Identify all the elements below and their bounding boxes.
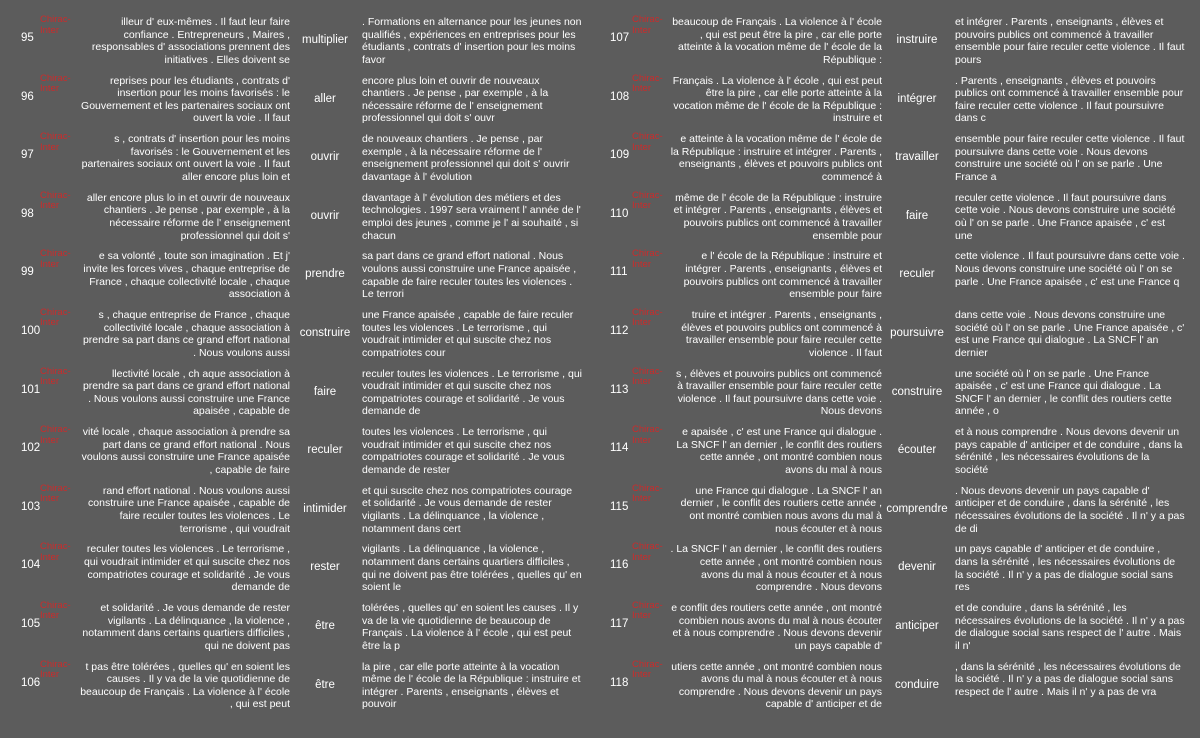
source-tag: Chirac-Inter [40, 482, 71, 505]
concordance-row [600, 539, 1200, 598]
right-context: une société où l' on se parle . Une France apaisée , c' est une France qui dialogue . La SNCF l' an dernier , le conflit des routiers cette année , o [955, 367, 1172, 418]
right-context: ensemble pour faire reculer cette violence . Il faut poursuivre dans cette voie . Nous devons construire une société où l' on se parle . Une France a [955, 133, 1185, 183]
concordance-row [600, 422, 1200, 481]
source-tag: Chirac-Inter [632, 365, 663, 388]
source-tag: Chirac-Inter [632, 131, 663, 153]
right-context: reculer cette violence . Il faut poursuivre dans cette voie . Nous devons construire une société où l' on se parle . Une France apaisée , c' est une [955, 191, 1176, 242]
line-number: 96 [21, 90, 34, 103]
right-context: reculer toutes les violences . Le terrorisme , qui voudrait intimider et qui suscite chez nos compatriotes courage et solidarité . Je vous demande de [362, 367, 583, 418]
right-context: tolérées , quelles qu' en soient les causes . Il y va de la vie quotidienne de beaucoup de Français . La violence à l' école , qui est peut être la p [362, 601, 579, 652]
line-number: 112 [610, 324, 629, 337]
right-context: , dans la sérénité , les nécessaires évolutions de la société . Il n' y a pas de dialogue social sans respect de l' autre . Mais il n' y a pas de vra [955, 660, 1181, 698]
concordance-row [600, 246, 1200, 305]
left-context: e l' école de la République : instruire et intégrer . Parents , enseignants , élèves et pouvoirs publics ont commencé à travailler ensemble pour faire [683, 250, 882, 301]
line-number: 111 [610, 266, 628, 279]
left-context: s , chaque entreprise de France , chaque collectivité locale , chaque association à prendre sa part dans ce grand effort national . Nous voulons aussi [82, 308, 290, 359]
concordance-row [0, 246, 600, 305]
right-context: un pays capable d' anticiper et de conduire , dans la sérénité , les nécessaires évolutions de la société . Il n' y a pas de dialogue social sans res [955, 543, 1176, 594]
concordance-row [600, 71, 1200, 130]
source-tag: Chirac-Inter [40, 306, 71, 329]
right-context: une France apaisée , capable de faire reculer toutes les violences . Le terrorisme , qui voudrait intimider et qui suscite chez nos compatriotes cour [362, 308, 574, 359]
line-number: 106 [21, 676, 41, 689]
line-number: 118 [610, 676, 629, 689]
left-context: reprises pour les étudiants , contrats d' insertion pour les moins favorisés : le Gouvernement et les partenaires sociaux ont ouvert la voie . Il faut [81, 74, 290, 125]
line-number: 107 [610, 32, 630, 44]
concordance-row [600, 598, 1200, 657]
keyword: construire [299, 326, 351, 339]
keyword: comprendre [886, 502, 948, 515]
concordance-row [600, 129, 1200, 188]
left-context: vité locale , chaque association à prendre sa part dans ce grand effort national . Nous voulons aussi construire une France apaisée , capable de faire [81, 426, 290, 476]
line-number: 113 [610, 383, 629, 396]
keyword: reculer [307, 444, 343, 457]
source-tag: Chirac-Inter [40, 14, 71, 36]
keyword: ouvrir [310, 209, 340, 222]
source-tag: Chirac-Inter [632, 248, 663, 270]
keyword: intégrer [897, 92, 937, 105]
left-context: illeur d' eux-mêmes . Il faut leur faire confiance . Entrepreneurs , Maires , responsables d' associations prennent des initiatives . Elles doivent se [91, 16, 290, 66]
line-number: 110 [610, 207, 629, 220]
concordance-row [0, 188, 600, 247]
right-context: et à nous comprendre . Nous devons devenir un pays capable d' anticiper et de conduire , dans la sérénité , les nécessaires évolutions de la société [955, 426, 1183, 476]
line-number: 105 [21, 617, 41, 630]
source-tag: Chirac-Inter [40, 541, 71, 563]
left-context: aller encore plus lo in et ouvrir de nouveaux chantiers . Je pense , par exemple , à la nécessaire réforme de l' enseignement professionnel qui doit s' [86, 191, 290, 242]
line-number: 103 [21, 500, 41, 513]
right-context: de nouveaux chantiers . Je pense , par exemple , à la nécessaire réforme de l' enseignement professionnel qui doit s' ouvrir davantage à l' évolution [362, 133, 570, 183]
line-number: 99 [21, 266, 34, 279]
line-number: 104 [21, 559, 41, 572]
concordance-row [600, 657, 1200, 716]
keyword: construire [891, 385, 943, 398]
right-context: . Parents , enseignants , élèves et pouvoirs publics ont commencé à travailler ensemble pour faire reculer cette violence . Il faut poursuivre dans c [955, 74, 1184, 125]
concordance-row [0, 12, 600, 71]
source-tag: Chirac-Inter [632, 482, 663, 505]
keyword: écouter [897, 444, 937, 457]
source-tag: Chirac-Inter [632, 541, 663, 563]
source-tag: Chirac-Inter [40, 189, 71, 212]
concordance-panel-left [0, 12, 600, 715]
right-context: et qui suscite chez nos compatriotes courage et solidarité . Je vous demande de rester vigilants . La délinquance , la violence , notamment dans cert [362, 484, 573, 535]
source-tag: Chirac-Inter [40, 658, 71, 681]
right-context: vigilants . La délinquance , la violence , notamment dans certains quartiers difficiles , qui ne doivent pas être tolérées , quelles qu' en soient le [362, 543, 582, 594]
keyword: poursuivre [890, 326, 944, 339]
source-tag: Chirac-Inter [40, 424, 71, 446]
left-context: truire et intégrer . Parents , enseignants , élèves et pouvoirs publics ont commencé à travailler ensemble pour faire reculer cette violence . Il faut [681, 308, 882, 359]
concordance-row [600, 364, 1200, 423]
source-tag: Chirac-Inter [632, 189, 663, 212]
concordance-row [0, 481, 600, 540]
concordance-panel-right [600, 12, 1200, 715]
keyword: multiplier [301, 34, 348, 46]
right-context: toutes les violences . Le terrorisme , qui voudrait intimider et qui suscite chez nos compatriotes courage et solidarité . Je vous demande de rester [362, 426, 565, 476]
keyword: prendre [305, 268, 345, 281]
right-context: davantage à l' évolution des métiers et des technologies . 1997 sera vraiment l' année de l' emploi des jeunes , comme je l' ai souhaité , si chacun [362, 191, 581, 242]
keyword: anticiper [895, 619, 939, 632]
right-context: sa part dans ce grand effort national . Nous voulons aussi construire une France apaisée , capable de faire reculer toutes les violences . Le terrori [362, 250, 577, 301]
left-context: beaucoup de Français . La violence à l' école , qui est peut être la pire , car elle porte atteinte à la vocation même de l' école de la République : [672, 16, 882, 66]
keyword: rester [310, 561, 340, 574]
keyword: faire [313, 385, 337, 398]
concordance-row [600, 188, 1200, 247]
source-tag: Chirac-Inter [632, 599, 663, 622]
right-context: encore plus loin et ouvrir de nouveaux chantiers . Je pense , par exemple , à la nécessaire réforme de l' enseignement professionnel qui doit s' ouvr [362, 74, 549, 125]
left-context: rand effort national . Nous voulons aussi construire une France apaisée , capable de faire reculer toutes les violences . Le terrorisme , qui voudrait [88, 484, 290, 535]
left-context: llectivité locale , ch aque association à prendre sa part dans ce grand effort national . Nous voulons aussi construire une France apaisée , capable de [82, 367, 290, 418]
line-number: 98 [21, 207, 34, 220]
right-context: et de conduire , dans la sérénité , les nécessaires évolutions de la société . Il n' y a pas de dialogue social sans respect de l' autre . Mais il n' [955, 601, 1185, 652]
left-context: s , élèves et pouvoirs publics ont commencé à travailler ensemble pour faire reculer cette violence . Il faut poursuivre dans cette voie . Nous devons [675, 367, 882, 418]
keyword: travailler [895, 151, 939, 164]
right-context: . Formations en alternance pour les jeunes non qualifiés , expériences en entreprises pour les étudiants , contrats d' insertion pour les moins favor [362, 16, 582, 66]
keyword: être [315, 619, 335, 632]
line-number: 115 [610, 500, 629, 513]
keyword: faire [905, 209, 929, 222]
line-number: 97 [21, 149, 34, 162]
concordance-row [600, 481, 1200, 540]
right-context: cette violence . Il faut poursuivre dans cette voie . Nous devons construire une société où l' on se parle . Une France apaisée , c' est une France q [955, 250, 1185, 288]
keyword: ouvrir [310, 151, 340, 164]
left-context: . La SNCF l' an dernier , le conflit des routiers cette année , ont montré combien nous avons du mal à nous écouter et à nous comprendre . Nous devons [670, 543, 882, 594]
concordance-row [0, 422, 600, 481]
line-number: 100 [21, 324, 41, 337]
right-context: dans cette voie . Nous devons construire une société où l' on se parle . Une France apaisée , c' est une France qui dialogue . La SNCF l' an dernier [955, 308, 1185, 359]
concordance-row [0, 364, 600, 423]
left-context: e atteinte à la vocation même de l' école de la République : instruire et intégrer . Parents , enseignants , élèves et pouvoirs publics ont commencé à [670, 133, 882, 183]
concordance-row [600, 12, 1200, 71]
left-context: et solidarité . Je vous demande de rester vigilants . La délinquance , la violence , notamment dans certains quartiers difficiles , qui ne doivent pas [82, 601, 290, 652]
keyword: conduire [894, 678, 940, 691]
keyword: devenir [898, 561, 936, 574]
left-context: e sa volonté , toute son imagination . Et j' invite les forces vives , chaque entreprise de France , chaque collectivité locale , chaque association à [83, 250, 290, 301]
source-tag: Chirac-Inter [40, 365, 71, 388]
right-context: . Nous devons devenir un pays capable d' anticiper et de conduire , dans la sérénité , les nécessaires évolutions de la société . Il n' y a pas de di [955, 484, 1185, 535]
keyword: être [315, 678, 335, 691]
concordance-row [0, 598, 600, 657]
left-context: une France qui dialogue . La SNCF l' an dernier , le conflit des routiers cette année , ont montré combien nous avons du mal à nous écouter et à nous [680, 484, 882, 535]
source-tag: Chirac-Inter [632, 72, 663, 95]
left-context: e apaisée , c' est une France qui dialogue . La SNCF l' an dernier , le conflit des routiers cette année , ont montré combien nous avons du mal à nous [676, 426, 882, 476]
keyword: reculer [899, 268, 935, 281]
left-context: Français . La violence à l' école , qui est peut être la pire , car elle porte atteinte à la vocation même de l' école de la République : instruire et [672, 74, 882, 125]
left-context: même de l' école de la République : instruire et intégrer . Parents , enseignants , élèves et pouvoirs publics ont commencé à travailler ensemble pour [673, 191, 882, 242]
left-context: e conflit des routiers cette année , ont montré combien nous avons du mal à nous écouter et à nous comprendre . Nous devons devenir un pays capable d' [671, 601, 882, 652]
left-context: s , contrats d' insertion pour les moins favorisés : le Gouvernement et les partenaires sociaux ont ouvert la voie . Il faut aller encore plus loin et [81, 133, 290, 183]
line-number: 102 [21, 442, 41, 455]
right-context: et intégrer . Parents , enseignants , élèves et pouvoirs publics ont commencé à travailler ensemble pour faire reculer cette violence . Il faut pours [955, 16, 1185, 66]
left-context: reculer toutes les violences . Le terrorisme , qui voudrait intimider et qui suscite chez nos compatriotes courage et solidarité . Je vous demande de [83, 543, 290, 594]
right-context: la pire , car elle porte atteinte à la vocation même de l' école de la République : instruire et intégrer . Parents , enseignants , élèves et pouvoir [362, 660, 581, 711]
concordance-row [600, 305, 1200, 364]
line-number: 95 [21, 32, 34, 44]
keyword: intimider [303, 502, 347, 515]
line-number: 101 [21, 383, 41, 396]
concordance-row [0, 129, 600, 188]
source-tag: Chirac-Inter [40, 599, 71, 622]
line-number: 117 [610, 617, 629, 630]
line-number: 116 [610, 559, 629, 572]
source-tag: Chirac-Inter [632, 14, 663, 36]
concordance-row [0, 71, 600, 130]
source-tag: Chirac-Inter [632, 658, 663, 681]
concordance-row [0, 305, 600, 364]
source-tag: Chirac-Inter [40, 248, 71, 270]
source-tag: Chirac-Inter [40, 72, 71, 95]
keyword: instruire [896, 34, 938, 46]
line-number: 114 [610, 442, 629, 455]
concordance-row [0, 657, 600, 716]
left-context: utiers cette année , ont montré combien nous avons du mal à nous écouter et à nous comprendre . Nous devons devenir un pays capable d' anticiper et de [671, 660, 882, 711]
line-number: 109 [610, 149, 630, 162]
concordance-row [0, 539, 600, 598]
source-tag: Chirac-Inter [632, 306, 663, 329]
source-tag: Chirac-Inter [40, 131, 71, 153]
source-tag: Chirac-Inter [632, 424, 663, 446]
line-number: 108 [610, 90, 630, 103]
left-context: t pas être tolérées , quelles qu' en soient les causes . Il y va de la vie quotidienne de beaucoup de Français . La violence à l' école , qui est peut [80, 660, 290, 711]
keyword: aller [314, 92, 336, 105]
